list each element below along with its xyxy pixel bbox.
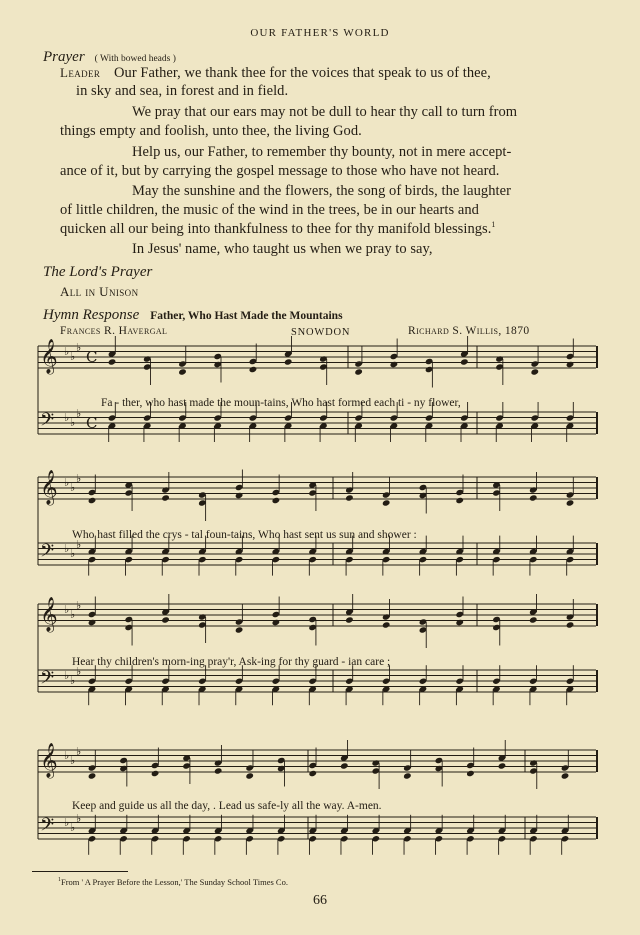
flat-sign: ♭ (64, 669, 70, 682)
note-head (308, 770, 317, 777)
flat-sign: ♭ (64, 603, 70, 616)
prayer-line-8: of little children, the music of the wind in the trees, be in our hearts and (60, 202, 479, 218)
prayer-heading: Prayer (43, 49, 85, 65)
lyric-line-3: Hear thy children's morn-ing pray'r, Ask-ing for thy guard - ian care ; (72, 656, 391, 668)
flat-sign: ♭ (64, 476, 70, 489)
note-head (382, 499, 391, 506)
note-head (566, 361, 575, 368)
hymn-composer: Richard S. Willis, 1870 (408, 325, 530, 337)
note-head (530, 368, 539, 375)
note-head (561, 772, 570, 779)
note-head (345, 616, 354, 623)
flat-sign: ♭ (76, 812, 82, 825)
unison-instruction: All in Unison (60, 284, 139, 299)
footnote-marker: 1 (491, 220, 496, 229)
note-head (88, 772, 97, 779)
flat-sign: ♭ (70, 754, 76, 767)
lyric-line-1: Fa - ther, who hast made the moun-tains, Who hast formed each ti - ny flower, (101, 397, 461, 409)
note-head (245, 772, 254, 779)
note-head (88, 497, 97, 504)
note-head (466, 770, 475, 777)
lyric-line-2: Who hast filled the crys - tal foun-tains, Who hast sent us sun and shower : (72, 529, 417, 541)
common-time: C (86, 414, 98, 432)
flat-sign: ♭ (76, 341, 82, 354)
footnote-rule (32, 871, 128, 872)
note-head (161, 494, 170, 501)
note-head (566, 499, 575, 506)
prayer-line-6: ance of it, but by carrying the gospel message to those who have not heard. (60, 163, 500, 179)
flat-sign: ♭ (64, 816, 70, 829)
flat-sign: ♭ (70, 481, 76, 494)
prayer-line-2: in sky and sea, in forest and in field. (76, 83, 289, 99)
flat-sign: ♭ (76, 472, 82, 485)
note-head (272, 497, 281, 504)
note-head (403, 772, 412, 779)
prayer-line-7: May the sunshine and the flowers, the song of birds, the laughter (132, 183, 511, 199)
flat-sign: ♭ (76, 538, 82, 551)
flat-sign: ♭ (70, 821, 76, 834)
flat-sign: ♭ (76, 665, 82, 678)
prayer-line-1: Leader Our Father, we thank thee for the voices that speak to us of thee, (60, 65, 491, 81)
flat-sign: ♭ (64, 411, 70, 424)
treble-clef: 𝄞 (40, 743, 58, 778)
flat-sign: ♭ (76, 407, 82, 420)
note-head (178, 368, 187, 375)
note-head (235, 626, 244, 633)
note-head (340, 762, 349, 769)
lords-prayer-heading: The Lord's Prayer (43, 264, 153, 280)
note-head (390, 361, 399, 368)
page-number: 66 (313, 893, 327, 908)
bass-clef: 𝄢 (40, 541, 55, 566)
tune-name: SNOWDON (291, 327, 351, 338)
common-time: C (86, 348, 98, 366)
flat-sign: ♭ (64, 345, 70, 358)
flat-sign: ♭ (76, 599, 82, 612)
note-head (88, 619, 97, 626)
hymn-title: Father, Who Hast Made the Mountains (150, 310, 343, 322)
hymn-author: Frances R. Havergal (60, 325, 168, 337)
leader-label: Leader (60, 65, 101, 80)
note-head (498, 762, 507, 769)
note-head (529, 616, 538, 623)
note-head (284, 358, 293, 365)
treble-clef: 𝄞 (40, 470, 58, 505)
flat-sign: ♭ (64, 749, 70, 762)
prayer-line-10: In Jesus' name, who taught us when we pray to say, (132, 241, 433, 257)
note-head (151, 770, 160, 777)
prayer-line-3: We pray that our ears may not be dull to hear thy call to turn from (132, 104, 518, 120)
running-title: OUR FATHER'S WORLD (250, 27, 390, 39)
flat-sign: ♭ (70, 674, 76, 687)
note-head (161, 616, 170, 623)
note-head (455, 619, 464, 626)
treble-clef: 𝄞 (40, 339, 58, 374)
note-head (529, 494, 538, 501)
note-head (214, 767, 223, 774)
note-head (108, 358, 117, 365)
note-head (382, 621, 391, 628)
prayer-line-9: quicken all our being into thankfulness to thee for thy manifold blessings.$^1$ (60, 220, 496, 237)
note-head (460, 358, 469, 365)
flat-sign: ♭ (70, 608, 76, 621)
bass-clef: 𝄢 (40, 668, 55, 693)
note-head (455, 497, 464, 504)
bass-clef: 𝄢 (40, 410, 55, 435)
prayer-rubric: ( With bowed heads ) (94, 54, 176, 64)
note-head (249, 366, 258, 373)
footnote: $^1$From ' A Prayer Before the Lesson,' The Sunday School Times Co. (58, 877, 288, 887)
flat-sign: ♭ (70, 547, 76, 560)
flat-sign: ♭ (64, 542, 70, 555)
bass-clef: 𝄢 (40, 815, 55, 840)
flat-sign: ♭ (70, 416, 76, 429)
treble-clef: 𝄞 (40, 597, 58, 632)
note-head (272, 619, 281, 626)
note-head (235, 492, 244, 499)
prayer-line-5: Help us, our Father, to remember thy bounty, not in mere accept- (132, 144, 512, 160)
note-head (345, 494, 354, 501)
hymn-label: Hymn Response (43, 307, 140, 323)
prayer-line-4: things empty and foolish, unto thee, the living God. (60, 123, 362, 139)
flat-sign: ♭ (76, 745, 82, 758)
lyric-line-4: Keep and guide us all the day, . Lead us safe-ly all the way. A-men. (72, 800, 382, 812)
note-head (566, 621, 575, 628)
note-head (354, 368, 363, 375)
flat-sign: ♭ (70, 350, 76, 363)
